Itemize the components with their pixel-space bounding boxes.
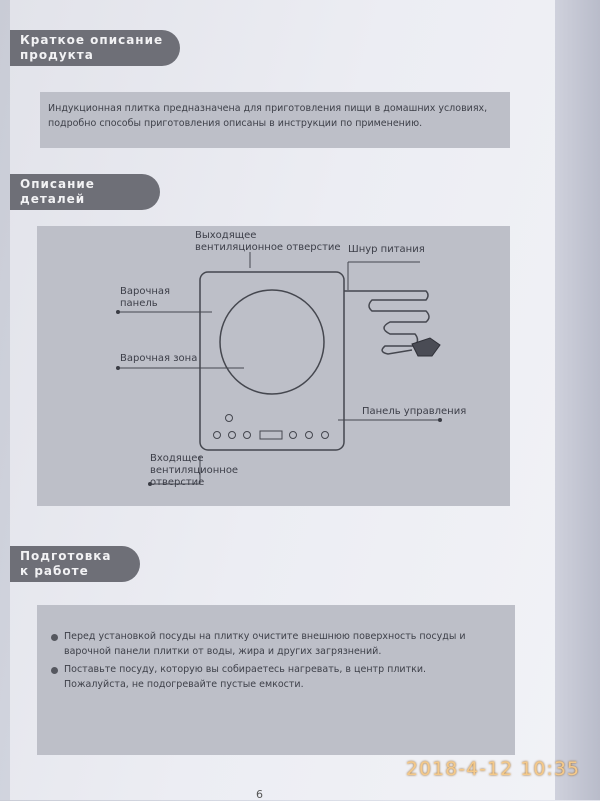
header-line: деталей bbox=[20, 192, 86, 206]
label-line: вентиляционное отверстие bbox=[195, 242, 341, 253]
preparation-line: Пожалуйста, не подогревайте пустые емкости. bbox=[64, 679, 304, 690]
power-plug bbox=[412, 338, 440, 356]
cooktop-outline bbox=[200, 272, 344, 450]
preparation-line: Поставьте посуду, которую вы собираетесь нагревать, в центр плитки. bbox=[64, 664, 427, 675]
control-button bbox=[226, 415, 233, 422]
label-cooking-panel bbox=[120, 286, 170, 310]
header-line: к работе bbox=[20, 564, 89, 578]
header-line: Подготовка bbox=[20, 549, 112, 563]
cooking-zone-circle bbox=[220, 290, 324, 394]
label-control-panel: Панель управления bbox=[362, 406, 467, 417]
control-button bbox=[322, 432, 329, 439]
control-button bbox=[229, 432, 236, 439]
bullet-icon bbox=[51, 667, 58, 674]
control-button bbox=[290, 432, 297, 439]
product-description-line: Индукционная плитка предназначена для приготовления пищи в домашних условиях, bbox=[48, 103, 488, 114]
label-vent-out bbox=[195, 230, 341, 254]
label-power-cord: Шнур питания bbox=[348, 244, 425, 255]
bullet-icon bbox=[51, 634, 58, 641]
header-line: Краткое описание bbox=[20, 33, 164, 47]
page-number: 6 bbox=[256, 788, 263, 801]
preparation-line: Перед установкой посуды на плитку очистите внешнюю поверхность посуды и bbox=[64, 631, 466, 642]
photo-timestamp: 2018-4-12 10:35 bbox=[405, 758, 580, 780]
product-description-line: подробно способы приготовления описаны в инструкции по применению. bbox=[48, 118, 423, 129]
section-header-preparation bbox=[10, 546, 140, 582]
label-line: Варочная bbox=[120, 286, 171, 297]
control-display bbox=[260, 431, 282, 439]
label-line: Выходящее bbox=[195, 230, 257, 241]
header-line: Описание bbox=[20, 177, 95, 191]
label-cooking-zone: Варочная зона bbox=[120, 353, 198, 364]
label-vent-in bbox=[150, 453, 238, 489]
control-button bbox=[214, 432, 221, 439]
label-line: Входящее bbox=[150, 453, 204, 464]
control-button bbox=[244, 432, 251, 439]
header-line: продукта bbox=[20, 48, 94, 62]
preparation-line: варочной панели плитки от воды, жира и других загрязнений. bbox=[64, 646, 382, 657]
control-button bbox=[306, 432, 313, 439]
label-line: вентиляционное bbox=[150, 465, 239, 476]
label-line: панель bbox=[120, 298, 158, 309]
label-line: отверстие bbox=[150, 477, 205, 488]
